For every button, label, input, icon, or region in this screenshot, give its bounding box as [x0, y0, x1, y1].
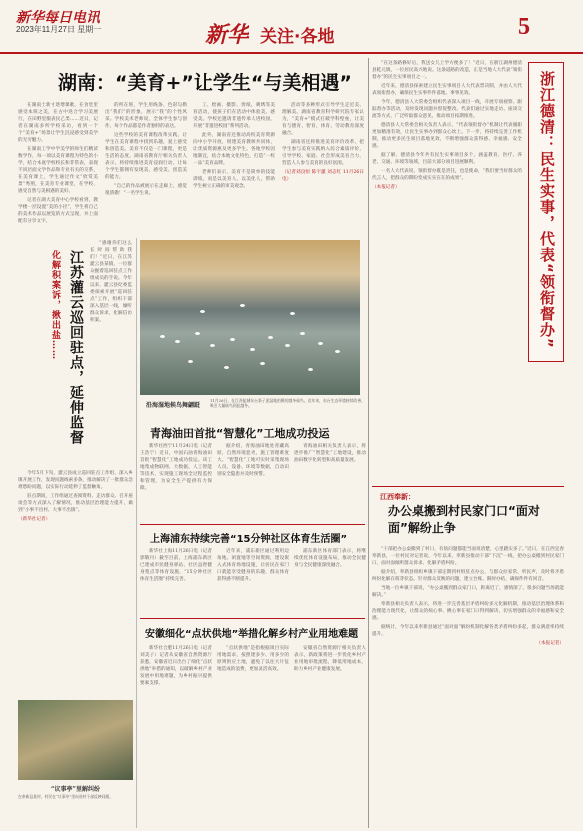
anhui-paragraph: 安徽省自然资源厅相关负责人表示，新政策将进一步优化乡村产业用地审批流程，降低用地成本，助力乡村产业健康发展。 — [294, 646, 366, 672]
anhui-body-col1 — [140, 645, 212, 825]
anhui-headline: 安徽细化“点状供地”举措化解乡村产业用地难题 — [145, 629, 359, 640]
photo-caption-body: 11月26日，在江苏盐城东台条子泥湿地拍摄的越冬候鸟。近年来，东台生态环境持续改善，吸引大量候鸟到此越冬。 — [210, 398, 365, 408]
jiangxi-body — [372, 546, 564, 826]
jiangsu-body-narrow — [90, 240, 132, 470]
jiangxi-paragraph: 据介绍，奉新县组织乡镇干部定期到村组驻点办公，与群众拉家常、听民声，及时将矛盾纠纷化解在萌芽状态。针对群众反映的问题，建立台账、限时办结，确保件件有回音。 — [372, 570, 564, 582]
column-divider — [368, 58, 369, 828]
divider — [140, 618, 365, 619]
qinghai-headline: 青海油田首批“智慧化”工地成功投运 — [150, 427, 330, 440]
section-title: 关注·各地 — [260, 27, 335, 47]
jiangsu-paragraph: 今年5月下旬，灌云县成立巡回驻点工作组，深入乡镇开展工作，发现问题线索多条，推动解决了一批群众急难愁盼问题，以实际行动延伸了监督触角。 — [18, 471, 133, 490]
anhui-body-col3 — [294, 645, 366, 825]
shanghai-paragraph: 新华社上海11月26日电（记者郭敬丹）截至目前，上海浦东新区已建成市民健身驿站、社区益智健身苑点等体育设施，“15分钟社区体育生活圈”持续完善。 — [140, 549, 212, 582]
zhejiang-headline: 浙江德清：民生实事，代表“领衔督办” — [538, 71, 556, 349]
meeting-pavilion-photo — [18, 700, 133, 780]
anhui-body-col2 — [217, 645, 289, 825]
page-number: 5 — [518, 14, 530, 40]
jiangxi-paragraph: 奉新县相关负责人表示，将进一步完善基层矛盾纠纷多元化解机制，推动基层治理体系和治理能力现代化，让群众的烦心事、揪心事在家门口得到解决，切实增强群众的幸福感和安全感。 — [372, 602, 564, 621]
zhejiang-paragraph: “在这条路修好后，我送女儿上学方便多了！”近日，在浙江湖州德清县乾元镇，一位居民高兴地说。这条道路的改造，正是当地人大代表“领衔督办”的民生实事项目之一。 — [372, 61, 522, 80]
lead-paragraph: “自己的作品被展示在走廊上，感觉很骄傲！”一名学生说。 — [105, 184, 187, 196]
shanghai-body-col3 — [294, 548, 366, 616]
lead-paragraph: 此外，湖南省还推动高校美育资源向中小学开放，组建美育教师共同体，让优质资源惠及更多学生。各地学校因地制宜，结合本地文化特色，打造“一校一品”美育品牌。 — [193, 133, 275, 166]
jiangsu-body — [18, 470, 133, 565]
shanghai-headline: 上海浦东持续完善“15分钟社区体育生活圈” — [150, 534, 348, 545]
zhejiang-paragraph: 据了解，德清县今年共有民生实事项目多个，涵盖教育、医疗、养老、交通、环境等领域，目前大部分项目进展顺利。 — [372, 153, 522, 165]
masthead — [0, 0, 583, 54]
wetland-birds-photo — [140, 240, 360, 395]
column-divider — [136, 238, 137, 828]
zhejiang-paragraph: 近年来，德清县探索建立民生实事项目人大代表票决制，并由人大代表领衔督办，确保民生实事件件落地、事事见效。 — [372, 84, 522, 96]
zhejiang-paragraph: 今年，德清县人大常委会组织代表深入项目一线，开展专项视察、跟踪督办等活动，及时发现问题并督促整改。代表们通过实地走访、座谈交流等方式，广泛听取群众意见，推动项目按期推进。 — [372, 100, 522, 119]
jiangxi-tag: 江西奉新： — [380, 493, 415, 501]
qinghai-paragraph: 据介绍，青海油田地处青藏高原，自然环境恶劣，施工管理难度大。“智慧化”工地可实时采集现场人员、设备、环境等数据，自动识别安全隐患并及时预警。 — [217, 444, 289, 477]
issue-date: 2023年11月27日 星期一 — [16, 25, 102, 34]
photo-caption-title: 沿海湿地候鸟舞翩跹 — [146, 402, 201, 409]
jiangsu-headline: 江苏灌云巡回驻点，延伸监督 — [68, 250, 84, 445]
divider — [372, 486, 564, 487]
jiangxi-headline: 办公桌搬到村民家门口“面对面”解纷止争 — [388, 504, 540, 535]
zhejiang-body — [372, 60, 522, 480]
lead-paragraph: 的所在班，学生用线条、色彩勾勒出“我们”的形象，展示“我”的个性风采。学校美术老师说，全体学生参与创作，每个作品都是作者独特的表达。 — [105, 103, 187, 129]
qinghai-body-col2 — [217, 443, 289, 523]
lead-paragraph: 这些学校的美育课程改革实践，让学生在美育课程中找到乐趣，爱上感受和创造美。美育不仅是一门课程，更是生活的态度。湖南省教育厅相关负责人表示，将持续推进美育浸润行动，让每个学生都拥有发现美、感受美、创造美的能力。 — [105, 133, 187, 180]
zhejiang-paragraph: 德清县人大常委会相关负责人表示，“代表领衔督办”机制让代表履职更加精准有效，让民生实事办到群众心坎上。下一步，将持续完善工作机制，推动更多民生项目落地见效，不断增强群众获得感、幸福感、安全感。 — [372, 123, 522, 149]
lead-body-col2 — [105, 102, 187, 232]
lead-paragraph: 老师们表示，美育不是简单的技能训练，而是以美育人、以美化人，帮助学生树立正确的审美观念。 — [193, 170, 275, 189]
jiangsu-paragraph: “感谢你们这么长时间帮助我们！”近日，在江苏灌云县某镇，一位群众握着巡回驻点工作组成员的手说。今年以来，灌云县纪委监委探索开展“巡回驻点”工作，组织干部深入基层一线，倾听群众诉求，化解信访积案。 — [90, 241, 132, 323]
paper-name: 新华每日电讯 — [16, 10, 100, 26]
anhui-paragraph: “点状供地”是指根据项目实际用地需求，按照建多少、用多少的原则供应土地，避免了以往大片征地造成的浪费，更加灵活高效。 — [217, 646, 289, 672]
qinghai-body-col1 — [140, 443, 212, 523]
small-photo-caption: “议事亭”里解纠纷 — [51, 786, 100, 793]
lead-body-col3 — [193, 102, 275, 232]
lead-paragraph: 工、绘画、摄影、剪纸、刺绣等美育活动，使孩子们在活动中体验美、感受美。学校还邀请非遗传承人进校园，开展“非遗进校园”系列活动。 — [193, 103, 275, 129]
jiangsu-subheadline: 化解积案诉，揪出盐…… — [50, 250, 60, 360]
lead-paragraph: 在湖南工学中学美学的师生们精读数学作，每一项以美育课程为特色的小学，结合本底学校校长和非常表，表现不同层面文学作品和专业有关的交系，在美育课上，学生通过作文“欣赏美景”秀照，在美育专业课堂，在学校，感受自然与美相遇的美好。 — [18, 147, 98, 194]
lead-headline: 湖南：“美育+”让学生“与美相遇” — [58, 72, 352, 94]
zhejiang-byline: （本报记者） — [372, 185, 400, 190]
zhejiang-paragraph: 一名人大代表说，领衔督办既是责任，也是使命，“我们要当好群众的代言人，把群众的期盼变成实实在在的成果”。 — [372, 169, 522, 181]
qinghai-paragraph: 新华社西宁11月24日电（记者王浩宁）近日，中国石油青海油田首批“智慧化”工地成功投运。该工地集成物联网、大数据、人工智能等技术，实现施工现场全过程监控和管理，为安全生产提供有力保障。 — [140, 444, 212, 491]
lead-body-col1 — [18, 102, 98, 232]
jiangsu-byline: （新华社记者） — [18, 517, 51, 522]
small-photo-body: 在奉新县某村，村民在“议事亭”里向驻村干部反映问题。 — [18, 794, 114, 799]
jiangsu-paragraph: 驻点期间，工作组通过查阅资料、走访群众、召开座谈会等方式深入了解情况，推动基层治理能力提升，做到“小事不出村、大事不出镇”。 — [18, 494, 133, 513]
lead-paragraph: 活动等多种形式引导学生走近美、理解美。湖南省教育科学研究院专家认为，“美育+”模式打破学科壁垒，让美育与德育、智育、体育、劳动教育深度融合。 — [282, 103, 364, 136]
shanghai-body-col2 — [217, 548, 289, 616]
lead-paragraph: 湖南省还将推进美育评价改革，把学生参与美育实践纳入综合素质评价，引导学校、家庭、社会形成美育合力，营造人人参与美育的良好氛围。 — [282, 140, 364, 166]
lead-paragraph: 在湖南土新寸逐增课歌，在食堂里感受本班之美，在古中迭合学习美展行，在田野里服表民乙类……近日，记者在湖南多所学校采访，看到一个个“美育+”场景让学生沉浸感受到美学的无穷魅力。 — [18, 103, 98, 143]
jiangxi-byline: （本报记者） — [536, 641, 564, 646]
divider — [140, 524, 365, 525]
shanghai-body-col1 — [140, 548, 212, 616]
brand-logo: 新华 — [205, 22, 250, 48]
jiangxi-paragraph: “干部把办公桌搬到了村口，有啥问题都能当面说清楚，心里踏实多了。”近日，在江西宜春奉新县，一位村民对记者说。今年以来，奉新县推动干部“下沉”一线，把办公桌搬到村民家门口，面对面倾听群众诉求、化解矛盾纠纷。 — [372, 547, 564, 566]
anhui-paragraph: 新华社合肥11月26日电（记者刘美子）记者从安徽省自然资源厅获悉，安徽省近日出台了细化“点状供地”举措的通知，以破解乡村产业发展中用地难题，为乡村振兴提供要素支撑。 — [140, 646, 212, 686]
jiangxi-paragraph: 当地一位乡镇干部说，“办公桌搬到群众家门口，距离近了，感情深了，很多问题当场就能解决。” — [372, 586, 564, 598]
lead-byline: （记者刘良恒 陈宇蕙 刘志红 11月26日电） — [282, 170, 364, 182]
lead-paragraph: 记者在湖大美育中心学校看到，教学楼一层设置“美的小径”，学生将自己的美术作品以展览的方式呈现，并上面配有分享文字。 — [18, 198, 98, 224]
qinghai-body-col3 — [294, 443, 366, 523]
zhejiang-headline-box — [528, 62, 564, 362]
lead-body-col4 — [282, 102, 364, 232]
qinghai-paragraph: 青海油田相关负责人表示，将逐步推广“智慧化”工地建设，推动油田数字化转型和高质量发展。 — [294, 444, 366, 463]
shanghai-paragraph: 近年来，浦东新区通过利用边角地、闲置地等空间资源，建设嵌入式体育场地设施，让居民在家门口就能享受健身的乐趣，群众体育获得感不断提升。 — [217, 549, 289, 582]
shanghai-paragraph: 浦东新区体育部门表示，将继续优化体育设施布局，推动全民健身与全民健康深度融合。 — [294, 549, 366, 568]
photo-caption-block — [140, 398, 365, 422]
jiangxi-paragraph: 据统计，今年以来奉新县通过“面对面”解纷机制化解各类矛盾纠纷多起，群众满意率持续提升。 — [372, 625, 564, 637]
